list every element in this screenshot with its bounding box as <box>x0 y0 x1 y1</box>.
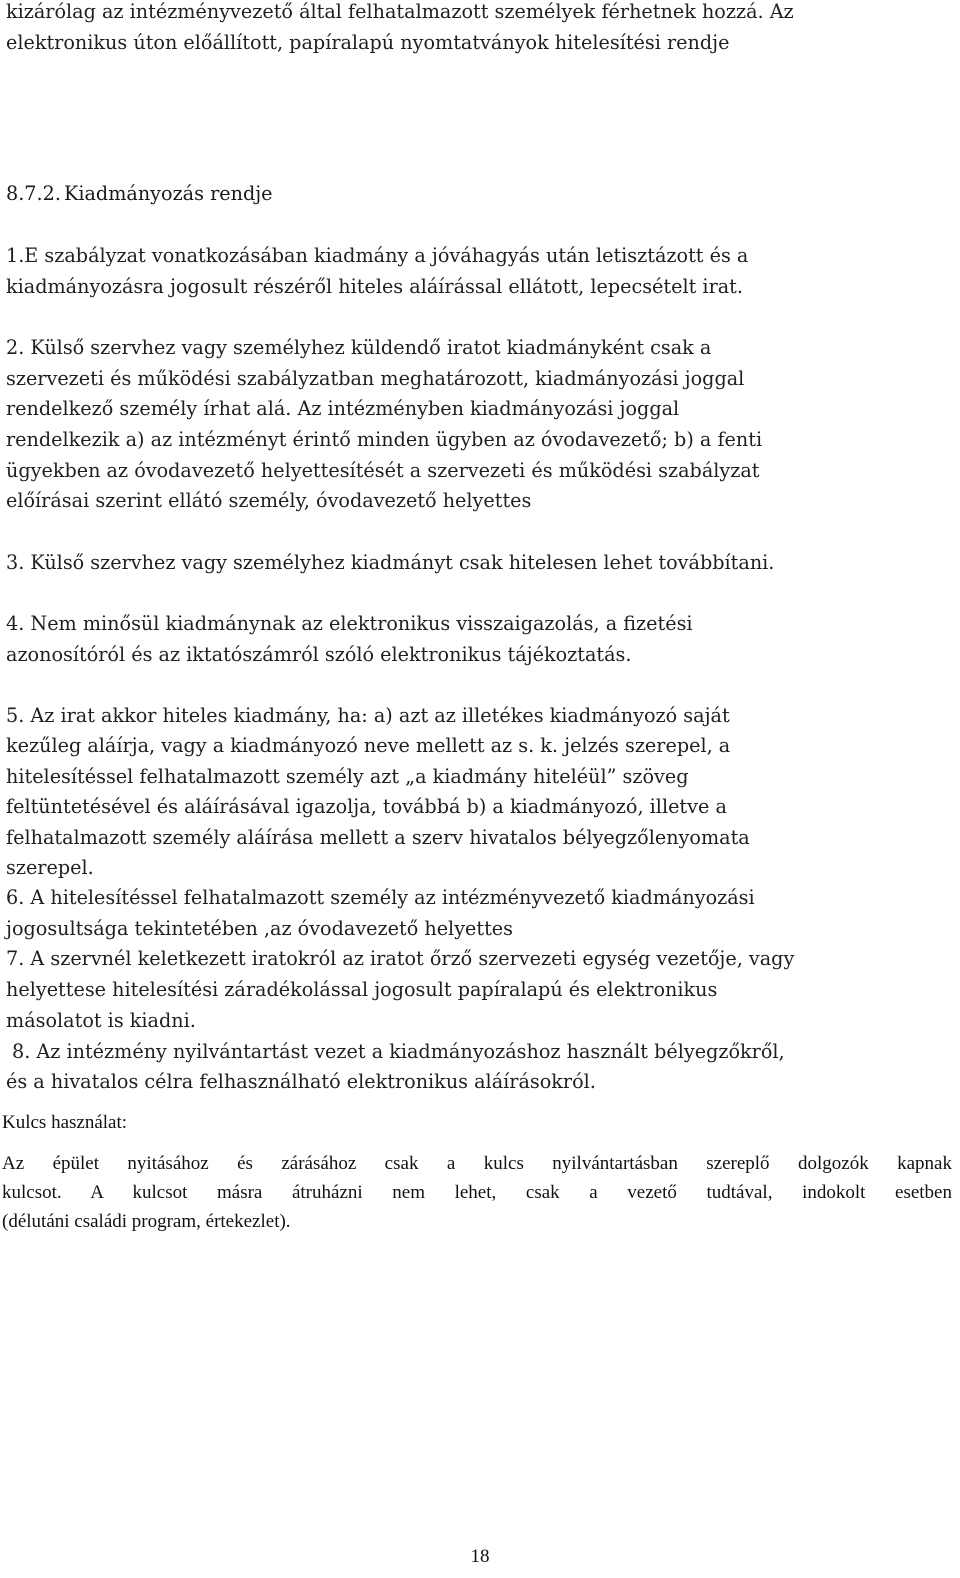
item-5-line-6: szerepel. <box>6 856 94 879</box>
item-5-line-4: feltüntetésével és aláírásával igazolja, továbbá b) a kiadmányozó, illetve a <box>6 795 727 818</box>
item-7-line-1: 7. A szervnél keletkezett iratokról az iratot őrző szervezeti egység vezetője, vagy <box>6 947 795 970</box>
section-heading <box>6 182 273 206</box>
keys-line-2: kulcsot. A kulcsot másra átruházni nem lehet, csak a vezető tudtával, indokolt esetben <box>2 1182 952 1203</box>
intro-line-1: kizárólag az intézményvezető által felhatalmazott személyek férhetnek hozzá. Az <box>6 0 794 23</box>
item-2-line-2: szervezeti és működési szabályzatban meghatározott, kiadmányozási joggal <box>6 367 745 390</box>
keys-heading: Kulcs használat: <box>2 1112 128 1133</box>
item-6-line-2: jogosultsága tekintetében ,az óvodavezető helyettes <box>6 917 514 940</box>
section-number: 8.7.2. <box>6 182 61 205</box>
item-2-line-5: ügyekben az óvodavezető helyettesítését a szervezeti és működési szabályzat <box>6 459 760 482</box>
keys-line-3: (délutáni családi program, értekezlet). <box>2 1211 291 1232</box>
item-5-line-1: 5. Az irat akkor hiteles kiadmány, ha: a) azt az illetékes kiadmányozó saját <box>6 704 730 727</box>
item-2-line-6: előírásai szerint ellátó személy, óvodavezető helyettes <box>6 489 532 512</box>
item-2-line-1: 2. Külső szervhez vagy személyhez küldendő iratot kiadmányként csak a <box>6 336 712 359</box>
item-2-line-4: rendelkezik a) az intézményt érintő minden ügyben az óvodavezető; b) a fenti <box>6 428 763 451</box>
item-7-line-2: helyettese hitelesítési záradékolással jogosult papíralapú és elektronikus <box>6 978 718 1001</box>
item-2-line-3: rendelkező személy írhat alá. Az intézményben kiadmányozási joggal <box>6 397 680 420</box>
item-8-line-1: 8. Az intézmény nyilvántartást vezet a kiadmányozáshoz használt bélyegzőkről, <box>12 1040 785 1063</box>
keys-line-1: Az épület nyitásához és zárásához csak a kulcs nyilvántartásban szereplő dolgozók kapnak <box>2 1153 952 1174</box>
item-3-line-1: 3. Külső szervhez vagy személyhez kiadmányt csak hitelesen lehet továbbítani. <box>6 551 775 574</box>
item-5-line-2: kezűleg aláírja, vagy a kiadmányozó neve mellett az s. k. jelzés szerepel, a <box>6 734 731 757</box>
item-7-line-3: másolatot is kiadni. <box>6 1009 196 1032</box>
item-5-line-5: felhatalmazott személy aláírása mellett a szerv hivatalos bélyegzőlenyomata <box>6 826 750 849</box>
item-1-line-1: 1.E szabályzat vonatkozásában kiadmány a jóváhagyás után letisztázott és a <box>6 244 749 267</box>
item-4-line-1: 4. Nem minősül kiadmánynak az elektronikus visszaigazolás, a fizetési <box>6 612 693 635</box>
page-number: 18 <box>470 1546 490 1567</box>
item-1-line-2: kiadmányozásra jogosult részéről hiteles aláírással ellátott, lepecsételt irat. <box>6 275 743 298</box>
intro-line-2: elektronikus úton előállított, papíralapú nyomtatványok hitelesítési rendje <box>6 31 730 54</box>
item-4-line-2: azonosítóról és az iktatószámról szóló elektronikus tájékoztatás. <box>6 643 632 666</box>
section-title: Kiadmányozás rendje <box>64 182 273 205</box>
item-8-line-2: és a hivatalos célra felhasználható elektronikus aláírásokról. <box>6 1070 596 1093</box>
item-5-line-3: hitelesítéssel felhatalmazott személy azt „a kiadmány hiteléül” szöveg <box>6 765 689 788</box>
item-6-line-1: 6. A hitelesítéssel felhatalmazott személy az intézményvezető kiadmányozási <box>6 886 755 909</box>
